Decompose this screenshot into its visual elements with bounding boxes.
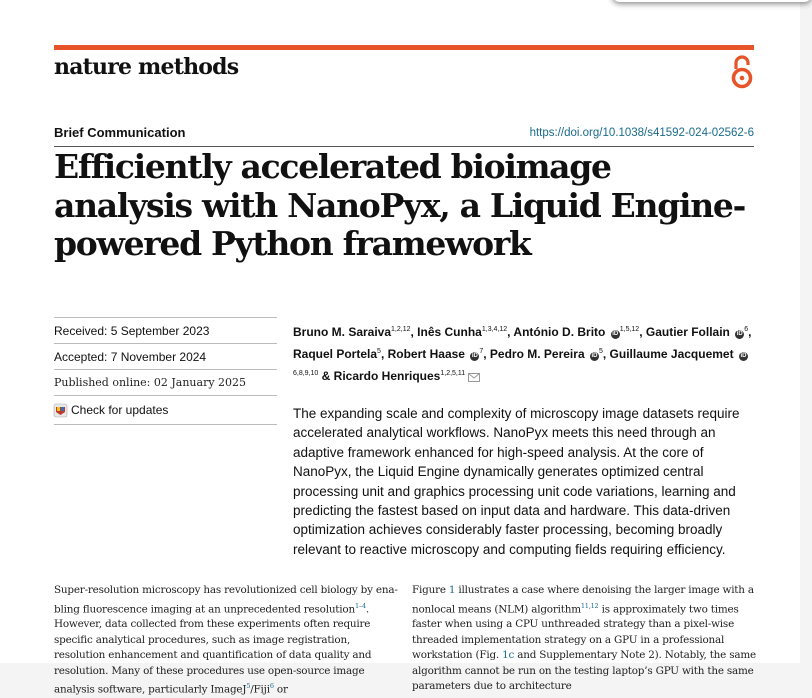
author-list: Bruno M. Saraiva$^{1,2,12}$, Inês Cunha$^{1,3,4,12}$, António D. Brito iD$^{1,5,12}$, Gautier Follain $iD^6$, Raquel Portela$^5$, Robert Haase $iD^7$, Pedro M. Pereira $iD^5$, Guillaume Jacquemet iD$^{6,8,9,10}$ & Ricardo Henriques$^{1,2,5,11}$ (293, 325, 752, 383)
figure-link[interactable]: 1c (502, 649, 515, 662)
reference-link[interactable]: 1–4 (354, 601, 366, 610)
orcid-icon[interactable]: iD (591, 353, 598, 359)
reference-link[interactable]: 11,12 (580, 601, 599, 610)
divider (54, 395, 277, 396)
author[interactable]: Inês Cunha$^{1,3,4,12}$ (417, 325, 508, 339)
divider (54, 369, 277, 370)
doi-link[interactable]: https://doi.org/10.1038/s41592-024-02562-6 (529, 127, 754, 139)
open-access-icon (730, 55, 754, 89)
reference-link[interactable]: 5 (246, 682, 251, 691)
author[interactable]: Guillaume Jacquemet iD$^{6,8,9,10}$ (293, 347, 747, 377)
reference-link[interactable]: 6 (269, 682, 274, 691)
journal-name[interactable]: nature methods (54, 54, 239, 80)
abstract: The expanding scale and complexity of microscopy image datasets require accelerated analytical workflows. NanoPyx meets this need through an adaptive framework enhanced for high-speed analysis. At the core of NanoPyx, the Liquid Engine dynamically generates optimized central processing unit and graphics processing unit code variations, learning and predicting the fastest based on input data and hardware. This data-driven optimization achieves considerably faster processing, becoming broadly relevant to reactive microscopy and computing fields requiring efficiency. (293, 406, 740, 557)
author[interactable]: Ricardo Henriques$^{1,2,5,11}$ (333, 369, 466, 383)
orcid-icon[interactable]: iD (736, 331, 743, 337)
orcid-icon[interactable]: iD (471, 353, 478, 359)
orcid-icon[interactable]: iD (612, 331, 619, 337)
author[interactable]: Bruno M. Saraiva$^{1,2,12}$ (293, 325, 411, 339)
divider (54, 424, 277, 425)
article-title: Efficiently accelerated bioimage analysis with NanoPyx, a Liquid Engine-powered Python framework (54, 147, 746, 263)
divider (54, 317, 277, 318)
browser-overlay-edge (612, 0, 812, 2)
check-updates-label: Check for updates (71, 403, 169, 417)
figure-link[interactable]: 1 (448, 584, 456, 596)
author[interactable]: Pedro M. Pereira $iD^5$ (489, 347, 603, 361)
body-column-right: Figure 1 illustrates a case where denoising the larger image with a nonlocal means (NLM) algorithm$^{11,12}$ is approximately two times faster when using a CPU unthreaded strategy than a pixel-wise threaded implementation strategy on a GPU in a professional workstation (Fig. 1c and Supplementary Note 2). Notably, the same algorithm cannot be run on the testing laptop’s GPU with the same parameters due to architecture (412, 584, 756, 693)
author[interactable]: António D. Brito iD$^{1,5,12}$ (513, 325, 640, 339)
accepted-date: Accepted: 7 November 2024 (54, 350, 207, 364)
author[interactable]: Raquel Portela$^5$ (293, 347, 381, 361)
email-icon[interactable] (468, 373, 480, 382)
check-updates-button[interactable] (54, 403, 277, 417)
article-type: Brief Communication (54, 125, 186, 140)
crossmark-icon (54, 404, 67, 417)
orcid-icon[interactable]: iD (740, 353, 747, 359)
divider (54, 343, 277, 344)
published-date: Published online: 02 January 2025 (54, 376, 247, 389)
body-column-left: Super-resolution microscopy has revolutionized cell biology by enabling fluorescence imaging at an unprecedented resolution$^{1-4}$. However, data collected from these experiments often require specific analytical procedures, such as image registration, resolution enhancement and quantification of data quality and resolution. Many of these procedures use open-source image analysis software, particularly ImageJ$^5$/Fiji$^6$ or (54, 584, 398, 696)
author[interactable]: Robert Haase $iD^7$ (387, 347, 484, 361)
received-date: Received: 5 September 2023 (54, 324, 210, 338)
author[interactable]: Gautier Follain $iD^6$ (645, 325, 749, 339)
journal-accent-bar (54, 45, 754, 50)
